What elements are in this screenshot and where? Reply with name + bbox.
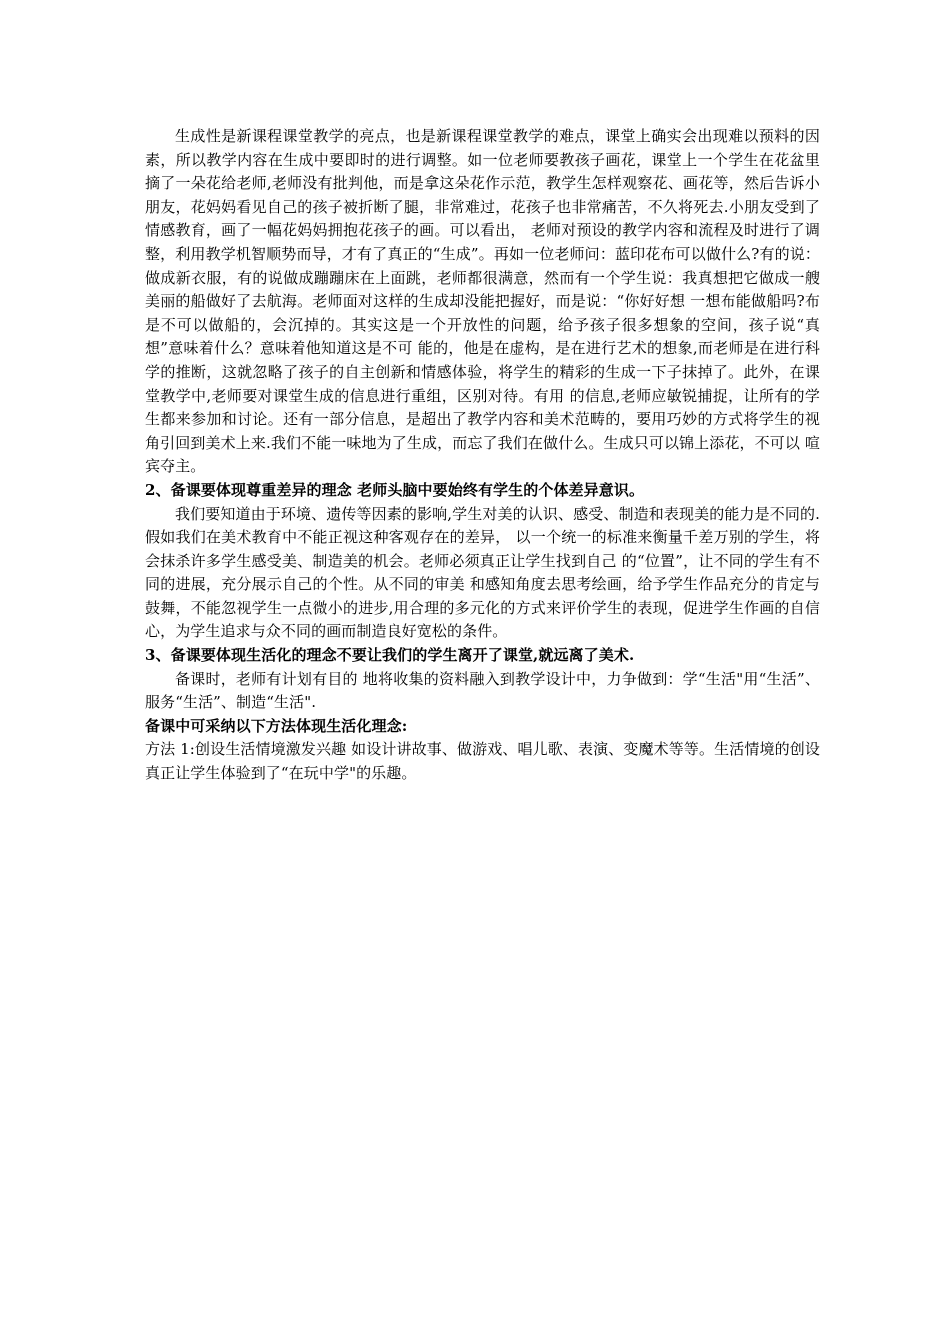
section-heading-respect-differences: 2、备课要体现尊重差异的理念 老师头脑中要始终有学生的个体差异意识。 [145, 480, 645, 499]
paragraph-generative-teaching: 生成性是新课程课堂教学的亮点，也是新课程课堂教学的难点，课堂上确实会出现难以预料的因素，所以教学内容在生成中要即时的进行调整。如一位老师要教孩子画花，课堂上一个学生在花盆里摘了一朵花给老师,老师没有批判他，而是拿这朵花作示范，教学生怎样观察花、画花等，然后告诉小朋友，花妈妈看见自己的孩子被折断了腿，非常难过，花孩子也非常痛苦，不久将死去.小朋友受到了情感教育，画了一幅花妈妈拥抱花孩子的画。可以看出， 老师对预设的教学内容和流程及时进行了调整，利用教学机智顺势而导，才有了真正的“生成”。再如一位老师问：蓝印花布可以做什么?有的说：做成新衣服，有的说做成蹦蹦床在上面跳，老师都很满意，然而有一个学生说：我真想把它做成一艘美丽的船做好了去航海。老师面对这样的生成却没能把握好，而是说：“你好好想 一想布能做船吗?布是不可以做船的，会沉掉的。其实这是一个开放性的问题，给予孩子很多想象的空间，孩子说“真想”意味着什么？意味着他知道这是不可 能的，他是在虚构，是在进行艺术的想象,而老师是在进行科学的推断，这就忽略了孩子的自主创新和情感体验，将学生的精彩的生成一下子抹掉了。此外，在课堂教学中,老师要对课堂生成的信息进行重组，区别对待。有用 的信息,老师应敏锐捕捉，让所有的学生都来参加和讨论。还有一部分信息，是超出了教学内容和美术范畴的，要用巧妙的方式将学生的视角引回到美术上来.我们不能一味地为了生成，而忘了我们在做什么。生成只可以锦上添花，不可以 喧宾夺主。 [145, 127, 820, 476]
paragraph-individual-differences: 我们要知道由于环境、遗传等因素的影响,学生对美的认识、感受、制造和表现美的能力是不同的.假如我们在美术教育中不能正视这种客观存在的差异， 以一个统一的标准来衡量千差万别的学生，将会抹杀许多学生感受美、制造美的机会。老师必须真正让学生找到自己 的“位置”，让不同的学生有不同的进展，充分展示自己的个性。从不同的审美 和感知角度去思考绘画，给予学生作品充分的肯定与鼓舞，不能忽视学生一点微小的进步,用合理的多元化的方式来评价学生的表现，促进学生作画的自信心，为学生追求与众不同的画而制造良好宽松的条件。 [145, 504, 820, 641]
paragraph-lesson-preparation: 备课时，老师有计划有目的 地将收集的资料融入到教学设计中，力争做到：学“生活"用“生活”、服务“生活”、制造“生活". [145, 669, 820, 712]
document-body [145, 125, 820, 786]
paragraph-method-1: 方法 1:创设生活情境激发兴趣 如设计讲故事、做游戏、唱儿歌、表演、变魔术等等。生活情境的创设真正让学生体验到了“在玩中学"的乐趣。 [145, 740, 820, 783]
subheading-methods: 备课中可采纳以下方法体现生活化理念: [145, 716, 408, 735]
section-heading-life-oriented: 3、备课要体现生活化的理念不要让我们的学生离开了课堂,就远离了美术. [145, 646, 635, 665]
